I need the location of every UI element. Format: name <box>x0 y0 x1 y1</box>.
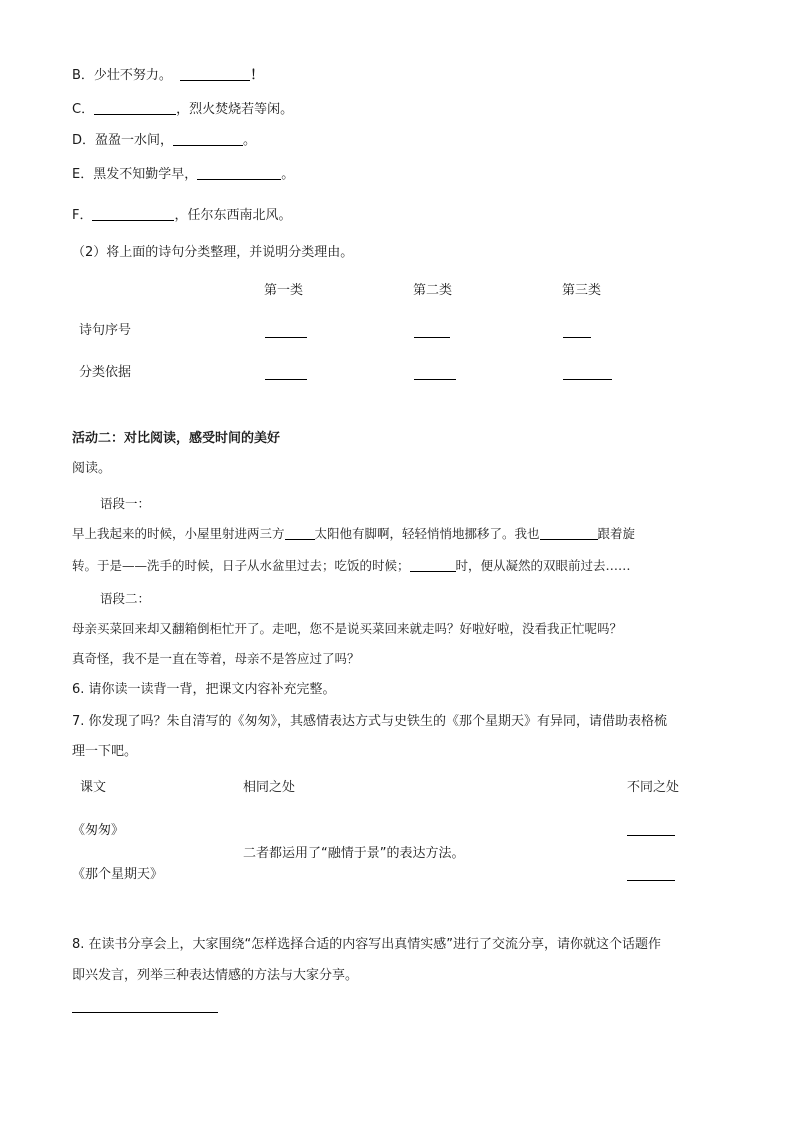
answer-blank[interactable] <box>265 337 307 338</box>
question-7: 理一下吧。 <box>72 744 138 759</box>
item-letter: E． <box>72 167 94 182</box>
question-6: 6. 请你读一读背一背，把课文内容补充完整。 <box>72 682 336 697</box>
question-2: （2）将上面的诗句分类整理，并说明分类理由。 <box>72 245 354 260</box>
read-instruction: 阅读。 <box>72 461 112 476</box>
item-text: ，任尔东西南北风。 <box>174 208 292 223</box>
table2-row-label: 《那个星期天》 <box>72 867 164 882</box>
passage-text: 早上我起来的时候，小屋里射进两三方 <box>72 526 285 541</box>
item-d <box>72 131 256 150</box>
table2-header: 不同之处 <box>627 780 680 795</box>
passage-1-title: 语段一： <box>100 496 151 511</box>
passage-2-title: 语段二： <box>100 591 151 606</box>
passage-text: 转。于是——洗手的时候，日子从水盆里过去；吃饭的时候； <box>72 558 410 573</box>
item-letter: C． <box>72 102 95 117</box>
answer-blank[interactable] <box>180 66 250 81</box>
item-e <box>72 165 294 184</box>
answer-blank[interactable] <box>94 100 176 115</box>
answer-blank[interactable] <box>627 835 675 836</box>
table1-row-label: 诗句序号 <box>79 323 132 338</box>
question-8: 即兴发言，列举三种表达情感的方法与大家分享。 <box>72 968 359 983</box>
passage-text: 时，便从凝然的双眼前过去…… <box>455 558 631 573</box>
passage-text: 跟着旋 <box>597 526 636 541</box>
answer-blank[interactable] <box>563 379 612 380</box>
item-text: ！ <box>250 68 264 83</box>
item-text: 黑发不知勤学早， <box>93 167 198 182</box>
table1-row-label: 分类依据 <box>79 365 132 380</box>
question-7: 7. 你发现了吗？朱自清写的《匆匆》，其感情表达方式与史铁生的《那个星期天》有异同，请借助表格梳 <box>72 714 668 729</box>
section-heading: 活动二：对比阅读，感受时间的美好 <box>72 431 281 446</box>
item-letter: D． <box>72 133 96 148</box>
answer-blank[interactable] <box>414 379 456 380</box>
answer-blank[interactable] <box>627 880 675 881</box>
passage-text: 太阳他有脚啊，轻轻悄悄地挪移了。我也 <box>314 526 540 541</box>
passage-2-line: 真奇怪，我不是一直在等着，母亲不是答应过了吗？ <box>72 651 360 666</box>
passage-1-line <box>72 525 635 543</box>
item-c <box>72 100 293 119</box>
item-text: 。 <box>243 133 257 148</box>
item-b <box>72 66 263 85</box>
question-8: 8. 在读书分享会上，大家围绕“怎样选择合适的内容写出真情实感”进行了交流分享，请你就这个话题作 <box>72 937 662 952</box>
table2-header: 相同之处 <box>243 780 296 795</box>
table1-header-1: 第一类 <box>264 283 304 298</box>
item-text: ，烈火焚烧若等闲。 <box>176 102 294 117</box>
item-text: 盈盈一水间， <box>95 133 174 148</box>
table2-same: 二者都运用了“融情于景”的表达方法。 <box>243 846 465 861</box>
answer-blank[interactable] <box>410 557 456 572</box>
passage-1-line <box>72 557 631 575</box>
table2-header: 课文 <box>80 780 107 795</box>
answer-blank[interactable] <box>540 525 598 540</box>
table1-header-2: 第二类 <box>413 283 453 298</box>
answer-blank[interactable] <box>197 165 281 180</box>
answer-blank[interactable] <box>414 337 450 338</box>
item-text: 。 <box>281 167 295 182</box>
item-letter: B． <box>72 68 94 83</box>
table2-row-label: 《匆匆》 <box>72 823 125 838</box>
item-text: 少壮不努力。 <box>93 68 172 83</box>
item-f <box>72 206 292 225</box>
answer-blank[interactable] <box>173 131 243 146</box>
answer-blank[interactable] <box>265 379 307 380</box>
answer-blank[interactable] <box>72 1012 218 1013</box>
passage-2-line: 母亲买菜回来却又翻箱倒柜忙开了。走吧，您不是说买菜回来就走吗？好啦好啦，没看我正忙呢吗？ <box>72 621 623 636</box>
answer-blank[interactable] <box>92 206 174 221</box>
answer-blank[interactable] <box>285 525 315 540</box>
answer-blank[interactable] <box>563 337 591 338</box>
item-letter: F． <box>72 208 93 223</box>
table1-header-3: 第三类 <box>562 283 602 298</box>
